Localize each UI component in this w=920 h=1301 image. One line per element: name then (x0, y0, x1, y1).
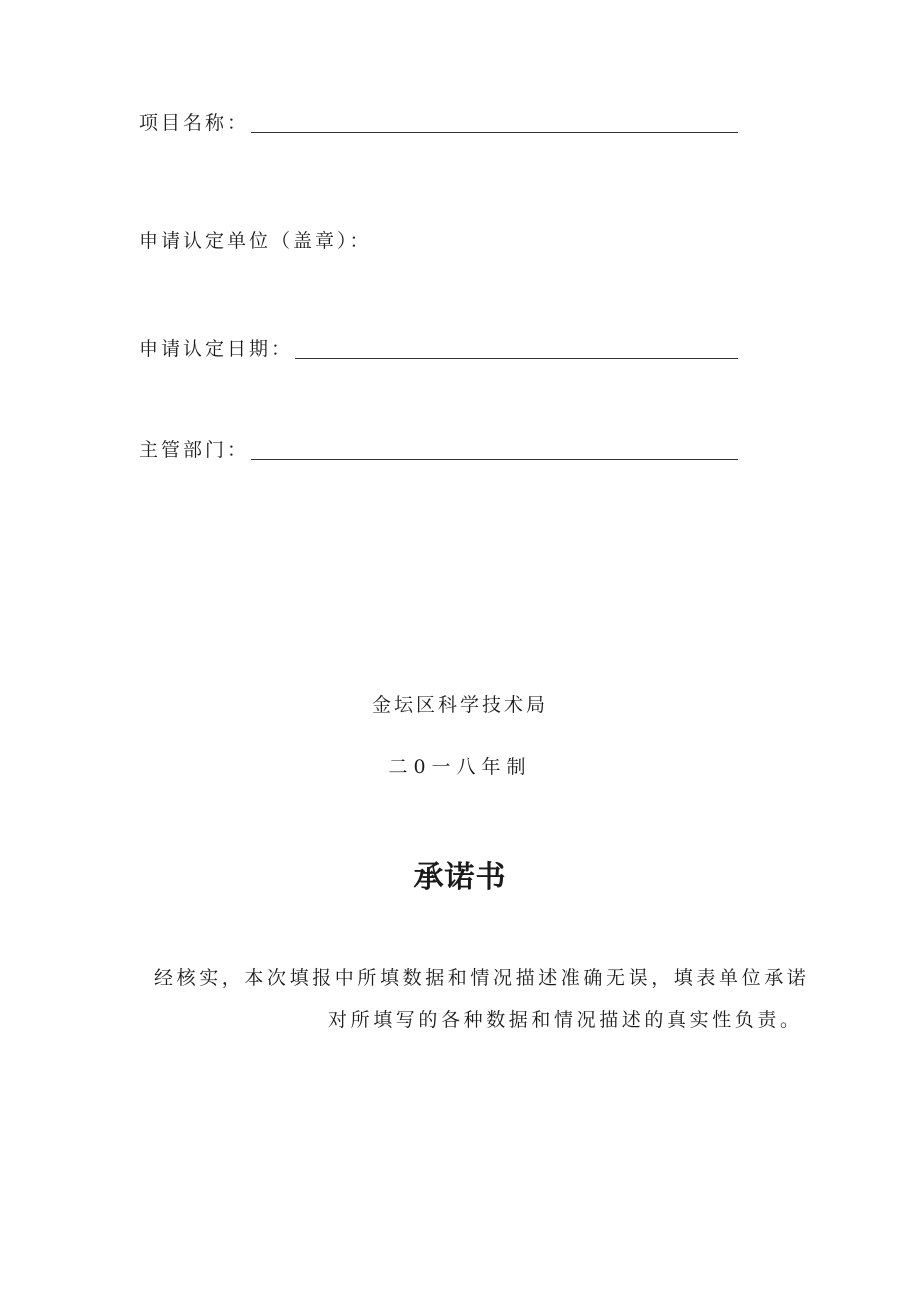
project-name-field (139, 111, 738, 135)
pledge-text-line-2: 对所填写的各种数据和情况描述的真实性负责。 (328, 1009, 803, 1031)
issue-year: 二0一八年制 (388, 756, 532, 778)
applicant-unit-field (139, 229, 372, 253)
department-blank[interactable] (251, 439, 738, 460)
application-date-blank[interactable] (295, 338, 738, 359)
pledge-text-line-1: 经核实，本次填报中所填数据和情况描述准确无误，填表单位承诺 (154, 967, 810, 989)
project-name-blank[interactable] (251, 112, 738, 133)
department-field (139, 438, 738, 462)
issuer-name: 金坛区科学技术局 (371, 694, 548, 716)
department-label: 主管部门： (139, 439, 250, 461)
pledge-title: 承诺书 (413, 860, 507, 895)
applicant-unit-label: 申请认定单位（盖章）： (139, 230, 372, 252)
application-date-label: 申请认定日期： (139, 338, 294, 360)
application-date-field (139, 337, 738, 361)
project-name-label: 项目名称： (139, 112, 250, 134)
